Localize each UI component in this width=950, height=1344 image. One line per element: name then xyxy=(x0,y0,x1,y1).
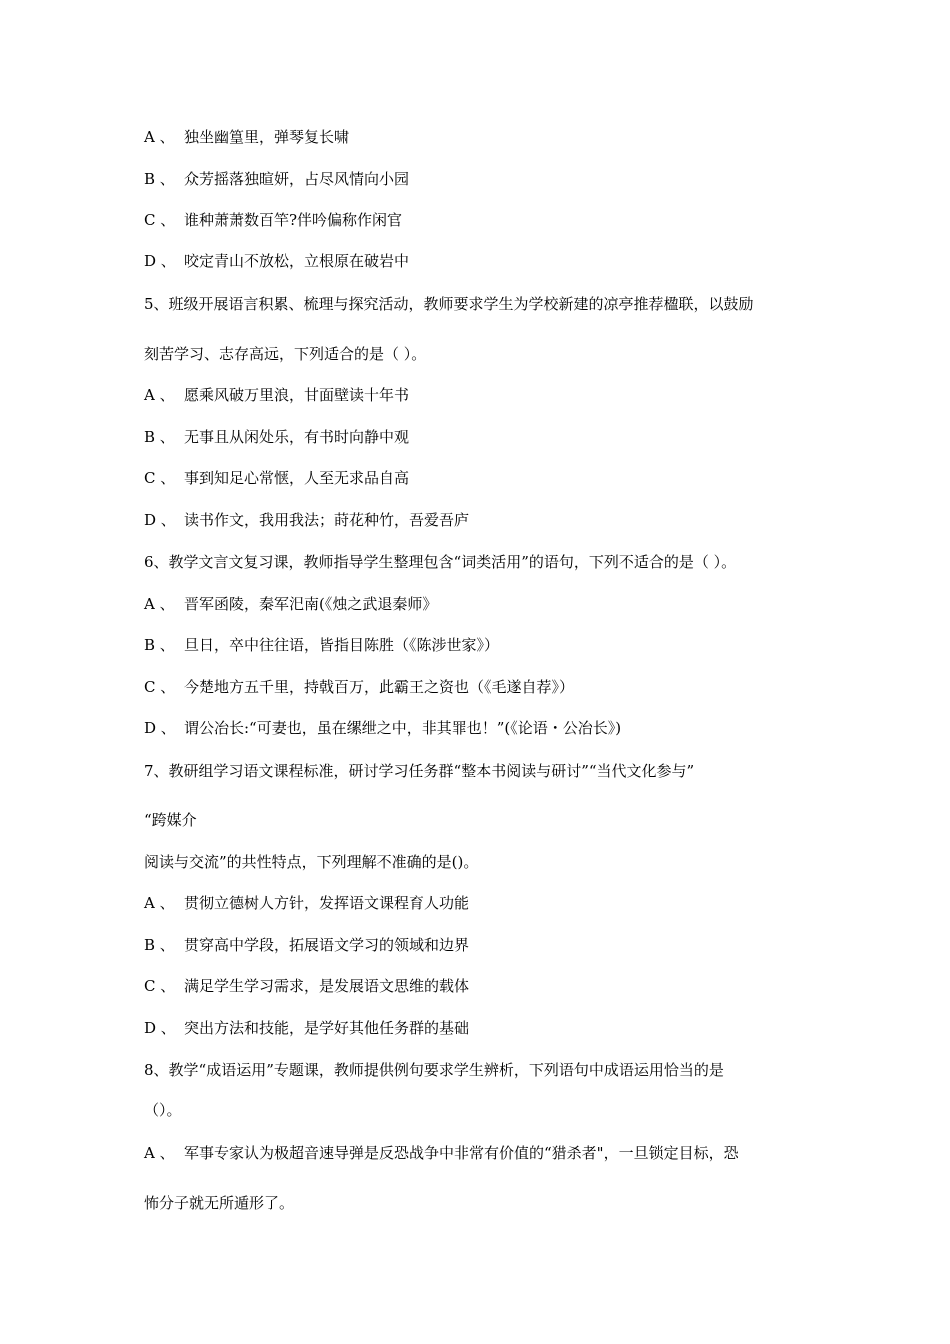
q7-option-b[interactable] xyxy=(144,935,469,955)
option-text: 突出方法和技能，是学好其他任务群的基础 xyxy=(184,1019,470,1037)
option-text: 晋军函陵，秦军汜南(《烛之武退秦师》 xyxy=(184,595,438,613)
option-letter: A 、 xyxy=(144,386,175,404)
q5-option-c[interactable] xyxy=(144,468,409,488)
option-text: 贯彻立德树人方针，发挥语文课程育人功能 xyxy=(184,894,470,912)
q4-option-b[interactable] xyxy=(144,169,409,189)
q8-option-a[interactable] xyxy=(144,1143,739,1163)
option-letter: A 、 xyxy=(144,595,175,613)
option-text: 愿乘风破万里浪，甘面壁读十年书 xyxy=(184,386,410,404)
option-text: 咬定青山不放松，立根原在破岩中 xyxy=(184,252,410,270)
q6-option-b[interactable] xyxy=(144,635,499,655)
option-text: 谁种萧萧数百竿?伴吟偏称作闲官 xyxy=(184,211,403,229)
q5-option-d[interactable] xyxy=(144,510,469,530)
option-letter: B 、 xyxy=(144,428,175,446)
option-letter: D 、 xyxy=(144,511,176,529)
q7-option-c[interactable] xyxy=(144,976,469,996)
option-letter: A 、 xyxy=(144,894,175,912)
q4-option-d[interactable] xyxy=(144,251,409,271)
option-letter: D 、 xyxy=(144,1019,176,1037)
option-letter: B 、 xyxy=(144,170,175,188)
option-text: 今楚地方五千里，持戟百万，此霸王之资也（《毛遂自荐》） xyxy=(184,678,575,696)
option-text: 读书作文，我用我法；莳花种竹，吾爱吾庐 xyxy=(184,511,470,529)
option-letter: C 、 xyxy=(144,469,176,487)
q5-option-a[interactable] xyxy=(144,385,409,405)
q5-option-b[interactable] xyxy=(144,427,409,447)
option-text: 无事且从闲处乐，有书时向静中观 xyxy=(184,428,410,446)
option-letter: D 、 xyxy=(144,252,176,270)
option-text: 众芳摇落独暄妍，占尽风情向小园 xyxy=(184,170,410,188)
option-text: 军事专家认为极超音速导弹是反恐战争中非常有价值的“猎杀者"，一旦锁定目标，恐 xyxy=(184,1144,739,1162)
option-text: 事到知足心常惬，人至无求品自高 xyxy=(184,469,410,487)
option-text: 贯穿高中学段，拓展语文学习的领域和边界 xyxy=(184,936,470,954)
q5-stem-line1: 5、班级开展语言积累、梳理与探究活动，教师要求学生为学校新建的凉亭推荐楹联，以鼓励 xyxy=(144,295,754,313)
option-letter: A 、 xyxy=(144,128,175,146)
option-letter: C 、 xyxy=(144,678,176,696)
q8-stem-line2: （）。 xyxy=(144,1101,182,1119)
option-letter: D 、 xyxy=(144,719,176,737)
q8-option-a-line2: 怖分子就无所遁形了。 xyxy=(144,1194,295,1212)
q6-option-a[interactable] xyxy=(144,594,437,614)
q4-option-a[interactable] xyxy=(144,127,349,147)
option-letter: B 、 xyxy=(144,636,175,654)
q6-stem-line1: 6、教学文言文复习课，教师指导学生整理包含“词类活用”的语句，下列不适合的是（ ）。 xyxy=(144,553,737,571)
q8-stem-line1: 8、教学“成语运用”专题课，教师提供例句要求学生辨析，下列语句中成语运用恰当的是 xyxy=(144,1061,724,1079)
option-letter: C 、 xyxy=(144,977,176,995)
q5-stem-line2: 刻苦学习、志存高远，下列适合的是（ ）。 xyxy=(144,345,427,363)
option-text: 满足学生学习需求，是发展语文思维的载体 xyxy=(184,977,470,995)
q4-option-c[interactable] xyxy=(144,210,402,230)
option-letter: A 、 xyxy=(144,1144,175,1162)
q7-option-d[interactable] xyxy=(144,1018,469,1038)
q7-stem-line2: “跨媒介 xyxy=(144,811,197,829)
q7-stem-line1: 7、教研组学习语文课程标准，研讨学习任务群“整本书阅读与研讨”“当代文化参与” xyxy=(144,762,695,780)
option-text: 谓公冶长:“可妻也，虽在缧绁之中，非其罪也！”(《论语・公冶长》) xyxy=(184,719,622,737)
q6-option-c[interactable] xyxy=(144,677,574,697)
option-letter: C 、 xyxy=(144,211,176,229)
q7-stem-line3: 阅读与交流”的共性特点，下列理解不准确的是()。 xyxy=(144,853,479,871)
option-text: 旦日，卒中往往语，皆指目陈胜（《陈涉世家》） xyxy=(184,636,500,654)
option-letter: B 、 xyxy=(144,936,175,954)
option-text: 独坐幽篁里，弹琴复长啸 xyxy=(184,128,350,146)
q7-option-a[interactable] xyxy=(144,893,469,913)
q6-option-d[interactable] xyxy=(144,718,621,738)
